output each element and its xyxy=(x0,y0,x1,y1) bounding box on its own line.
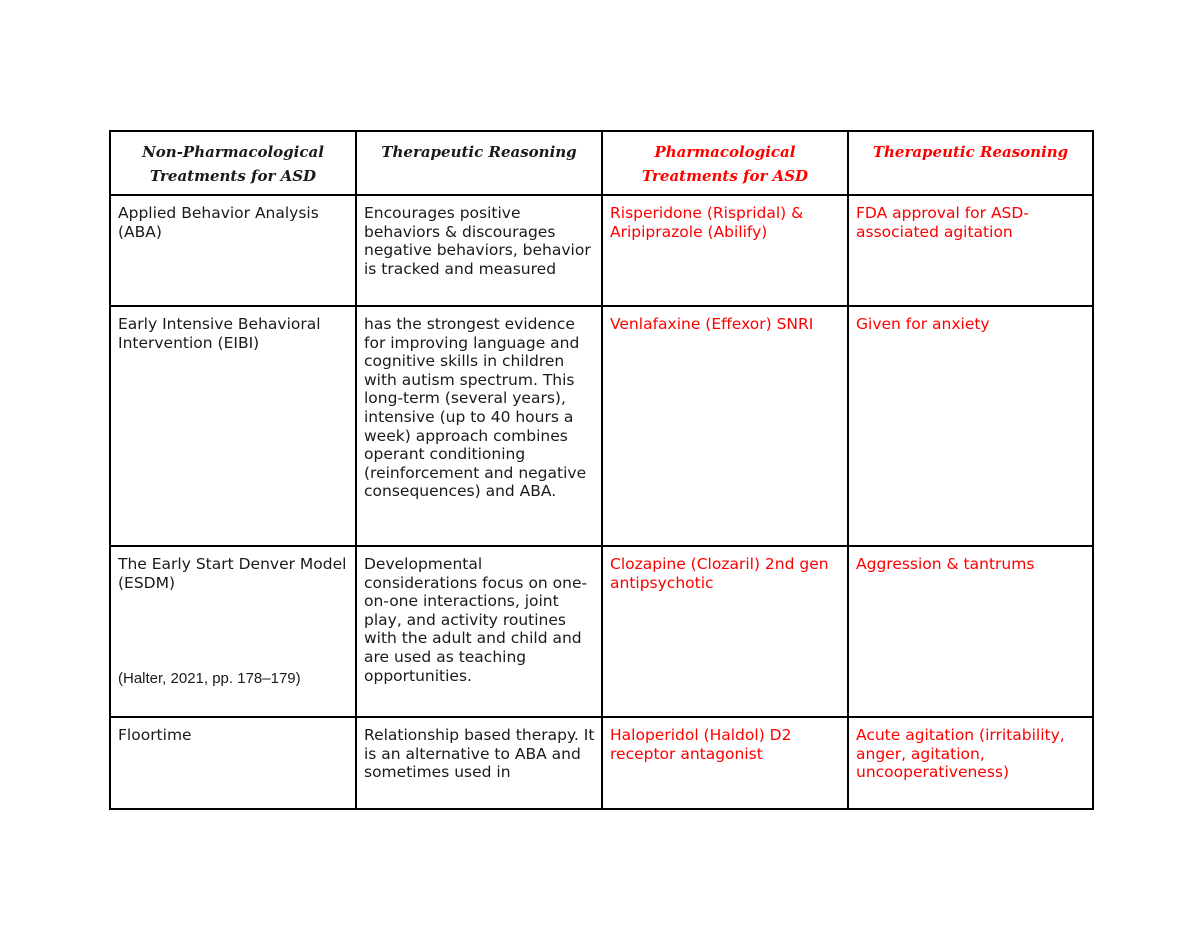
non-pharm-cell: Early Intensive Behavioral Intervention (EIBI) xyxy=(110,306,356,546)
non-pharm-cell: Applied Behavior Analysis (ABA) xyxy=(110,195,356,306)
table-row xyxy=(110,195,1093,306)
pharm-cell: Haloperidol (Haldol) D2 receptor antagonist xyxy=(602,717,848,809)
pharm-reasoning-cell: Acute agitation (irritability, anger, agitation, uncooperativeness) xyxy=(848,717,1093,809)
header-pharm-reasoning: Therapeutic Reasoning xyxy=(848,131,1093,195)
non-pharm-reasoning-cell: Developmental considerations focus on one-on-one interactions, joint play, and activity routines with the adult and child and are used as teaching opportunities. xyxy=(356,546,602,717)
pharm-cell: Clozapine (Clozaril) 2nd gen antipsychotic xyxy=(602,546,848,717)
non-pharm-reasoning-cell: Encourages positive behaviors & discourages negative behaviors, behavior is tracked and measured xyxy=(356,195,602,306)
non-pharm-reasoning-cell: Relationship based therapy. It is an alternative to ABA and sometimes used in xyxy=(356,717,602,809)
table-row xyxy=(110,717,1093,809)
non-pharm-reasoning-cell: has the strongest evidence for improving language and cognitive skills in children with autism spectrum. This long-term (several years), intensive (up to 40 hours a week) approach combines operant conditioning (reinforcement and negative consequences) and ABA. xyxy=(356,306,602,546)
header-pharm: Pharmacological Treatments for ASD xyxy=(602,131,848,195)
header-non-pharm: Non-Pharmacological Treatments for ASD xyxy=(110,131,356,195)
treatment-table xyxy=(109,130,1094,810)
non-pharm-cell xyxy=(110,546,356,717)
table-row xyxy=(110,306,1093,546)
header-non-pharm-reasoning: Therapeutic Reasoning xyxy=(356,131,602,195)
header-row xyxy=(110,131,1093,195)
pharm-reasoning-cell: FDA approval for ASD-associated agitation xyxy=(848,195,1093,306)
pharm-reasoning-cell: Aggression & tantrums xyxy=(848,546,1093,717)
pharm-cell: Risperidone (Rispridal) & Aripiprazole (Abilify) xyxy=(602,195,848,306)
pharm-reasoning-cell: Given for anxiety xyxy=(848,306,1093,546)
citation-text: (Halter, 2021, pp. 178–179) xyxy=(118,670,301,688)
non-pharm-cell: Floortime xyxy=(110,717,356,809)
table-row xyxy=(110,546,1093,717)
non-pharm-label: The Early Start Denver Model (ESDM) xyxy=(118,555,347,592)
pharm-cell: Venlafaxine (Effexor) SNRI xyxy=(602,306,848,546)
